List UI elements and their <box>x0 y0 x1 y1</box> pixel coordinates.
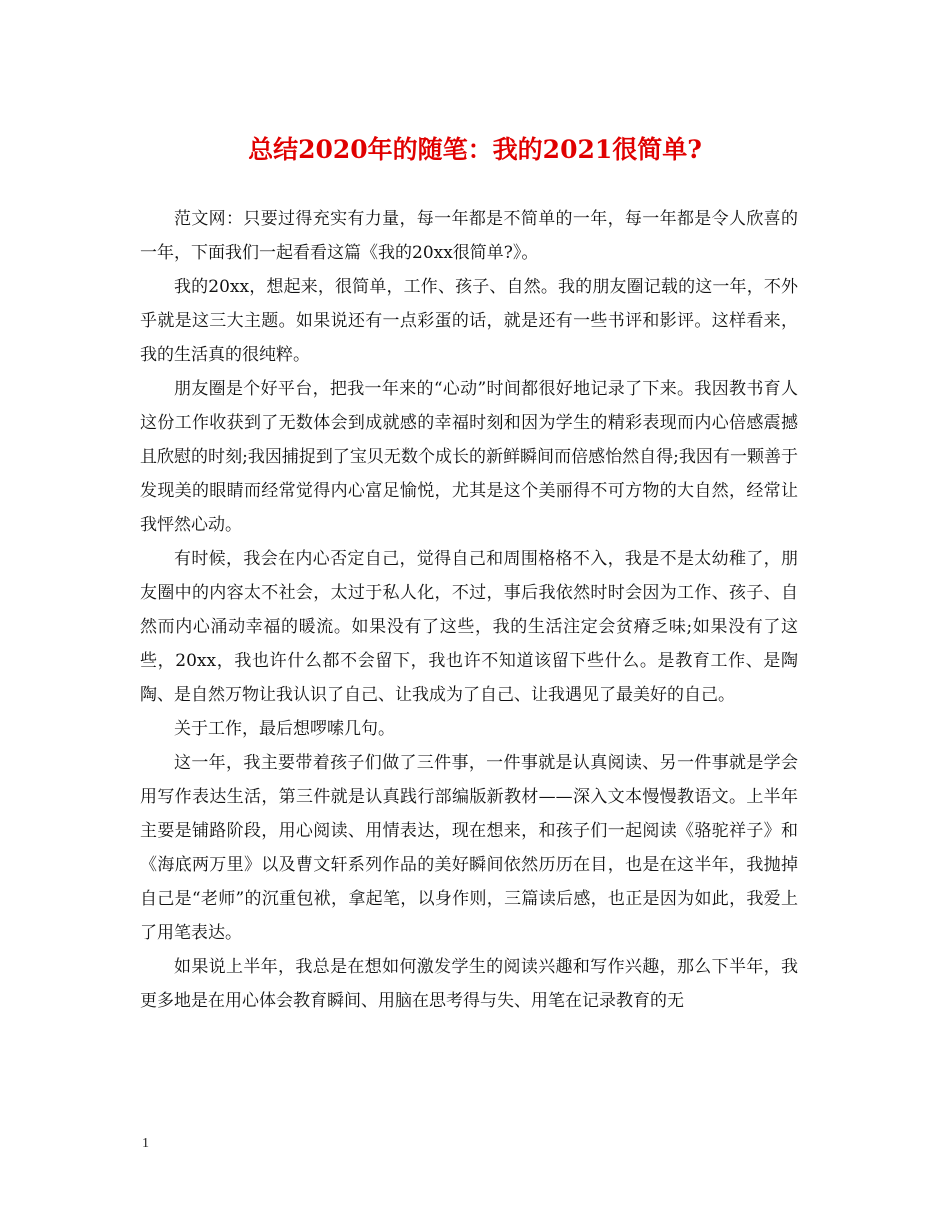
page-number: 1 <box>142 1136 149 1151</box>
paragraph-1: 范文网：只要过得充实有力量，每一年都是不简单的一年，每一年都是令人欣喜的一年，下面我们一起看看这篇《我的20xx很简单?》。 <box>140 209 798 263</box>
paragraph-2: 我的20xx，想起来，很简单，工作、孩子、自然。我的朋友圈记载的这一年，不外乎就是这三大主题。如果说还有一点彩蛋的话，就是还有一些书评和影评。这样看来，我的生活真的很纯粹。 <box>140 277 798 365</box>
paragraph-6: 这一年，我主要带着孩子们做了三件事，一件事就是认真阅读、另一件事就是学会用写作表达生活，第三件就是认真践行部编版新教材——深入文本慢慢教语文。上半年主要是铺路阶段，用心阅读、用情表达，现在想来，和孩子们一起阅读《骆驼祥子》和《海底两万里》以及曹文轩系列作品的美好瞬间依然历历在目，也是在这半年，我抛掉自己是“老师”的沉重包袱，拿起笔，以身作则，三篇读后感，也正是因为如此，我爱上了用笔表达。 <box>140 753 798 943</box>
paragraph-4: 有时候，我会在内心否定自己，觉得自己和周围格格不入，我是不是太幼稚了，朋友圈中的内容太不社会，太过于私人化，不过，事后我依然时时会因为工作、孩子、自然而内心涌动幸福的暖流。如果没有了这些，我的生活注定会贫瘠乏味;如果没有了这些，20xx，我也许什么都不会留下，我也许不知道该留下些什么。是教育工作、是陶陶、是自然万物让我认识了自己、让我成为了自己、让我遇见了最美好的自己。 <box>140 549 798 705</box>
paragraph-3: 朋友圈是个好平台，把我一年来的“心动”时间都很好地记录了下来。我因教书育人这份工作收获到了无数体会到成就感的幸福时刻和因为学生的精彩表现而内心倍感震撼且欣慰的时刻;我因捕捉到了宝贝无数个成长的新鲜瞬间而倍感怡然自得;我因有一颗善于发现美的眼睛而经常觉得内心富足愉悦，尤其是这个美丽得不可方物的大自然，经常让我怦然心动。 <box>140 379 798 535</box>
paragraph-7: 如果说上半年，我总是在想如何激发学生的阅读兴趣和写作兴趣，那么下半年，我更多地是在用心体会教育瞬间、用脑在思考得与失、用笔在记录教育的无 <box>140 957 798 1011</box>
document-body <box>140 202 798 1018</box>
paragraph-5: 关于工作，最后想啰嗦几句。 <box>174 719 395 739</box>
document-title: 总结2020年的随笔：我的2021很简单? <box>248 135 702 164</box>
